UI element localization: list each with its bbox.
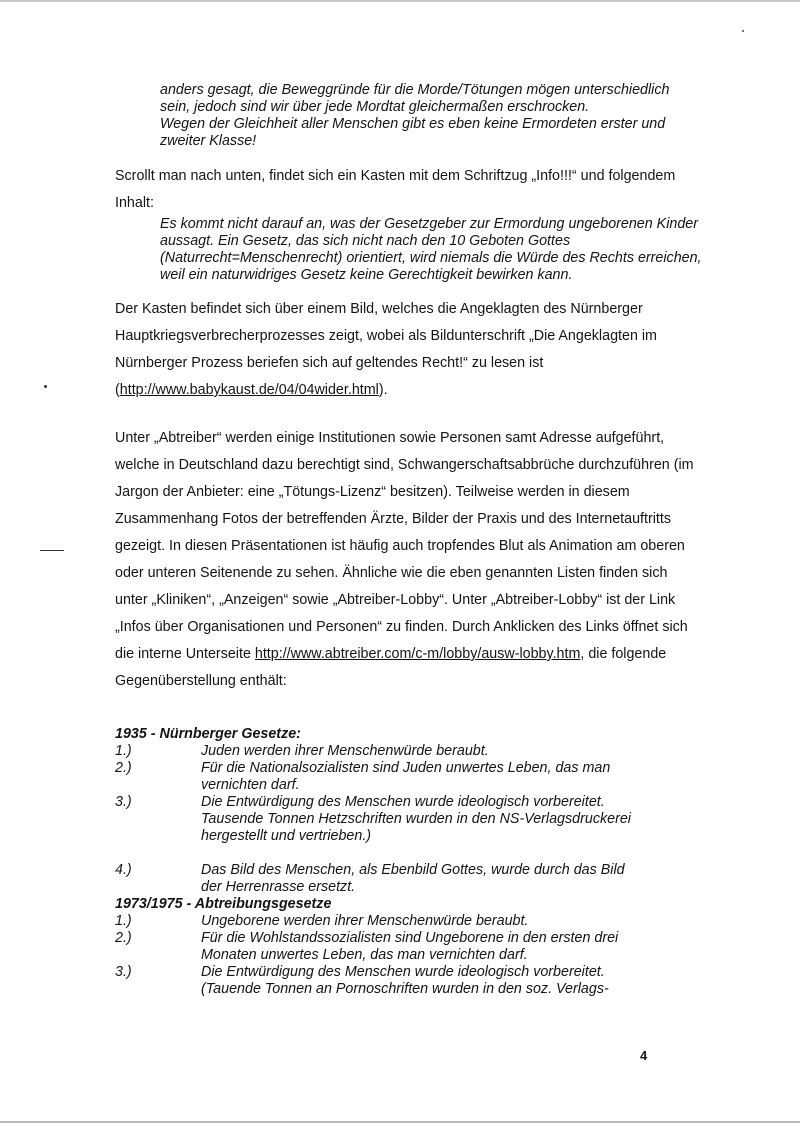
quote-line: Wegen der Gleichheit aller Menschen gibt es eben keine Ermordeten erster und [160,116,666,132]
scan-edge-top [0,0,800,2]
item-line: Die Entwürdigung des Menschen wurde ideologisch vorbereitet. [201,964,605,980]
text-line: Der Kasten befindet sich über einem Bild, welches die Angeklagten des Nürnberger [115,301,643,317]
text-line: Nürnberger Prozess beriefen sich auf geltendes Recht!“ zu lesen ist [115,355,544,371]
list-item [115,794,675,845]
item-number: 1.) [115,743,132,759]
item-line: Juden werden ihrer Menschenwürde beraubt. [201,743,489,759]
section-heading-1973: 1973/1975 - Abtreibungsgesetze [115,896,332,912]
list-item [115,743,675,760]
quote-line: sein, jedoch sind wir über jede Mordtat gleichermaßen erschrocken. [160,99,590,115]
text-line: Scrollt man nach unten, findet sich ein Kasten mit dem Schriftzug „Info!!!“ und folgendem [115,168,676,184]
item-line: der Herrenrasse ersetzt. [201,879,356,895]
text-line: oder unteren Seitenende zu sehen. Ähnliche wie die eben genannten Listen finden sich [115,565,668,581]
text-line: Gegenüberstellung enthält: [115,673,287,689]
item-text [201,743,675,760]
quote-block-2 [160,216,730,284]
quote-line: Es kommt nicht darauf an, was der Gesetzgeber zur Ermordung ungeborenen Kinder [160,216,699,232]
page-number: 4 [640,1048,648,1063]
text-line: welche in Deutschland dazu berechtigt sind, Schwangerschaftsabbrüche durchzuführen (im [115,457,694,473]
item-line: (Tauende Tonnen an Pornoschriften wurden in den soz. Verlags- [201,981,609,997]
comparison-block [115,726,675,998]
text-line: Zusammenhang Fotos der betreffenden Ärzte, Bilder der Praxis und des Internetauftritts [115,511,672,527]
abtreiber-lobby-link[interactable]: http://www.abtreiber.com/c-m/lobby/ausw-lobby.htm [254,646,581,662]
item-number: 2.) [115,930,132,946]
item-line: Ungeborene werden ihrer Menschenwürde beraubt. [201,913,529,929]
text-line: Inhalt: [115,195,154,211]
item-line: Tausende Tonnen Hetzschriften wurden in den NS-Verlagsdruckerei [201,811,631,827]
item-line: Die Entwürdigung des Menschen wurde ideologisch vorbereitet. [201,794,605,810]
list-item [115,760,675,794]
text-line: Unter „Abtreiber“ werden einige Institutionen sowie Personen samt Adresse aufgeführt, [115,430,665,446]
babykaust-link[interactable]: http://www.babykaust.de/04/04wider.html [119,382,379,398]
text-line [115,641,715,668]
list-item [115,930,675,964]
text-line: Hauptkriegsverbrecherprozesses zeigt, wobei als Bildunterschrift „Die Angeklagten im [115,328,657,344]
paragraph-2 [115,296,715,404]
item-line: Das Bild des Menschen, als Ebenbild Gottes, wurde durch das Bild [201,862,625,878]
item-line: Für die Nationalsozialisten sind Juden unwertes Leben, das man [201,760,611,776]
item-text [201,930,675,964]
quote-line: weil ein naturwidriges Gesetz keine Gerechtigkeit bewirken kann. [160,267,573,283]
item-text [201,913,675,930]
list-item [115,913,675,930]
item-line: Monaten unwertes Leben, das man vernichten darf. [201,947,528,963]
link-suffix: , die folgende [580,646,667,662]
quote-block-1 [160,82,730,150]
paragraph-1 [115,163,715,217]
quote-line: anders gesagt, die Beweggründe für die Morde/Tötungen mögen unterschiedlich [160,82,670,98]
list-item [115,862,675,896]
item-number: 3.) [115,794,132,810]
item-text [201,964,675,998]
item-text [201,760,675,794]
item-number: 2.) [115,760,132,776]
quote-line: zweiter Klasse! [160,133,257,149]
quote-line: aussagt. Ein Gesetz, das sich nicht nach den 10 Geboten Gottes [160,233,571,249]
link-prefix: ( [115,382,120,398]
scan-edge-bottom [0,1121,800,1123]
item-number: 4.) [115,862,132,878]
margin-dash [40,550,64,551]
text-line: „Infos über Organisationen und Personen“ zu finden. Durch Anklicken des Links öffnet sich [115,619,688,635]
item-text [201,862,675,896]
text-line [115,377,715,404]
quote-line: (Naturrecht=Menschenrecht) orientiert, wird niemals die Würde des Rechts erreichen, [160,250,702,266]
item-line: Für die Wohlstandssozialisten sind Ungeborene in den ersten drei [201,930,619,946]
item-line: vernichten darf. [201,777,300,793]
item-number: 3.) [115,964,132,980]
item-text [201,794,675,845]
text-line: unter „Kliniken“, „Anzeigen“ sowie „Abtreiber-Lobby“. Unter „Abtreiber-Lobby“ ist der Link [115,592,676,608]
item-number: 1.) [115,913,132,929]
section-heading-1935: 1935 - Nürnberger Gesetze: [115,726,301,742]
scan-speck [742,30,744,32]
paragraph-3 [115,425,715,695]
margin-dot [44,385,47,388]
link-suffix: ). [378,382,388,398]
item-line: hergestellt und vertrieben.) [201,828,372,844]
list-item [115,964,675,998]
text-line: gezeigt. In diesen Präsentationen ist häufig auch tropfendes Blut als Animation am oberen [115,538,685,554]
text-line: Jargon der Anbieter: eine „Tötungs-Lizenz“ besitzen). Teilweise werden in diesem [115,484,630,500]
link-prefix: die interne Unterseite [115,646,255,662]
